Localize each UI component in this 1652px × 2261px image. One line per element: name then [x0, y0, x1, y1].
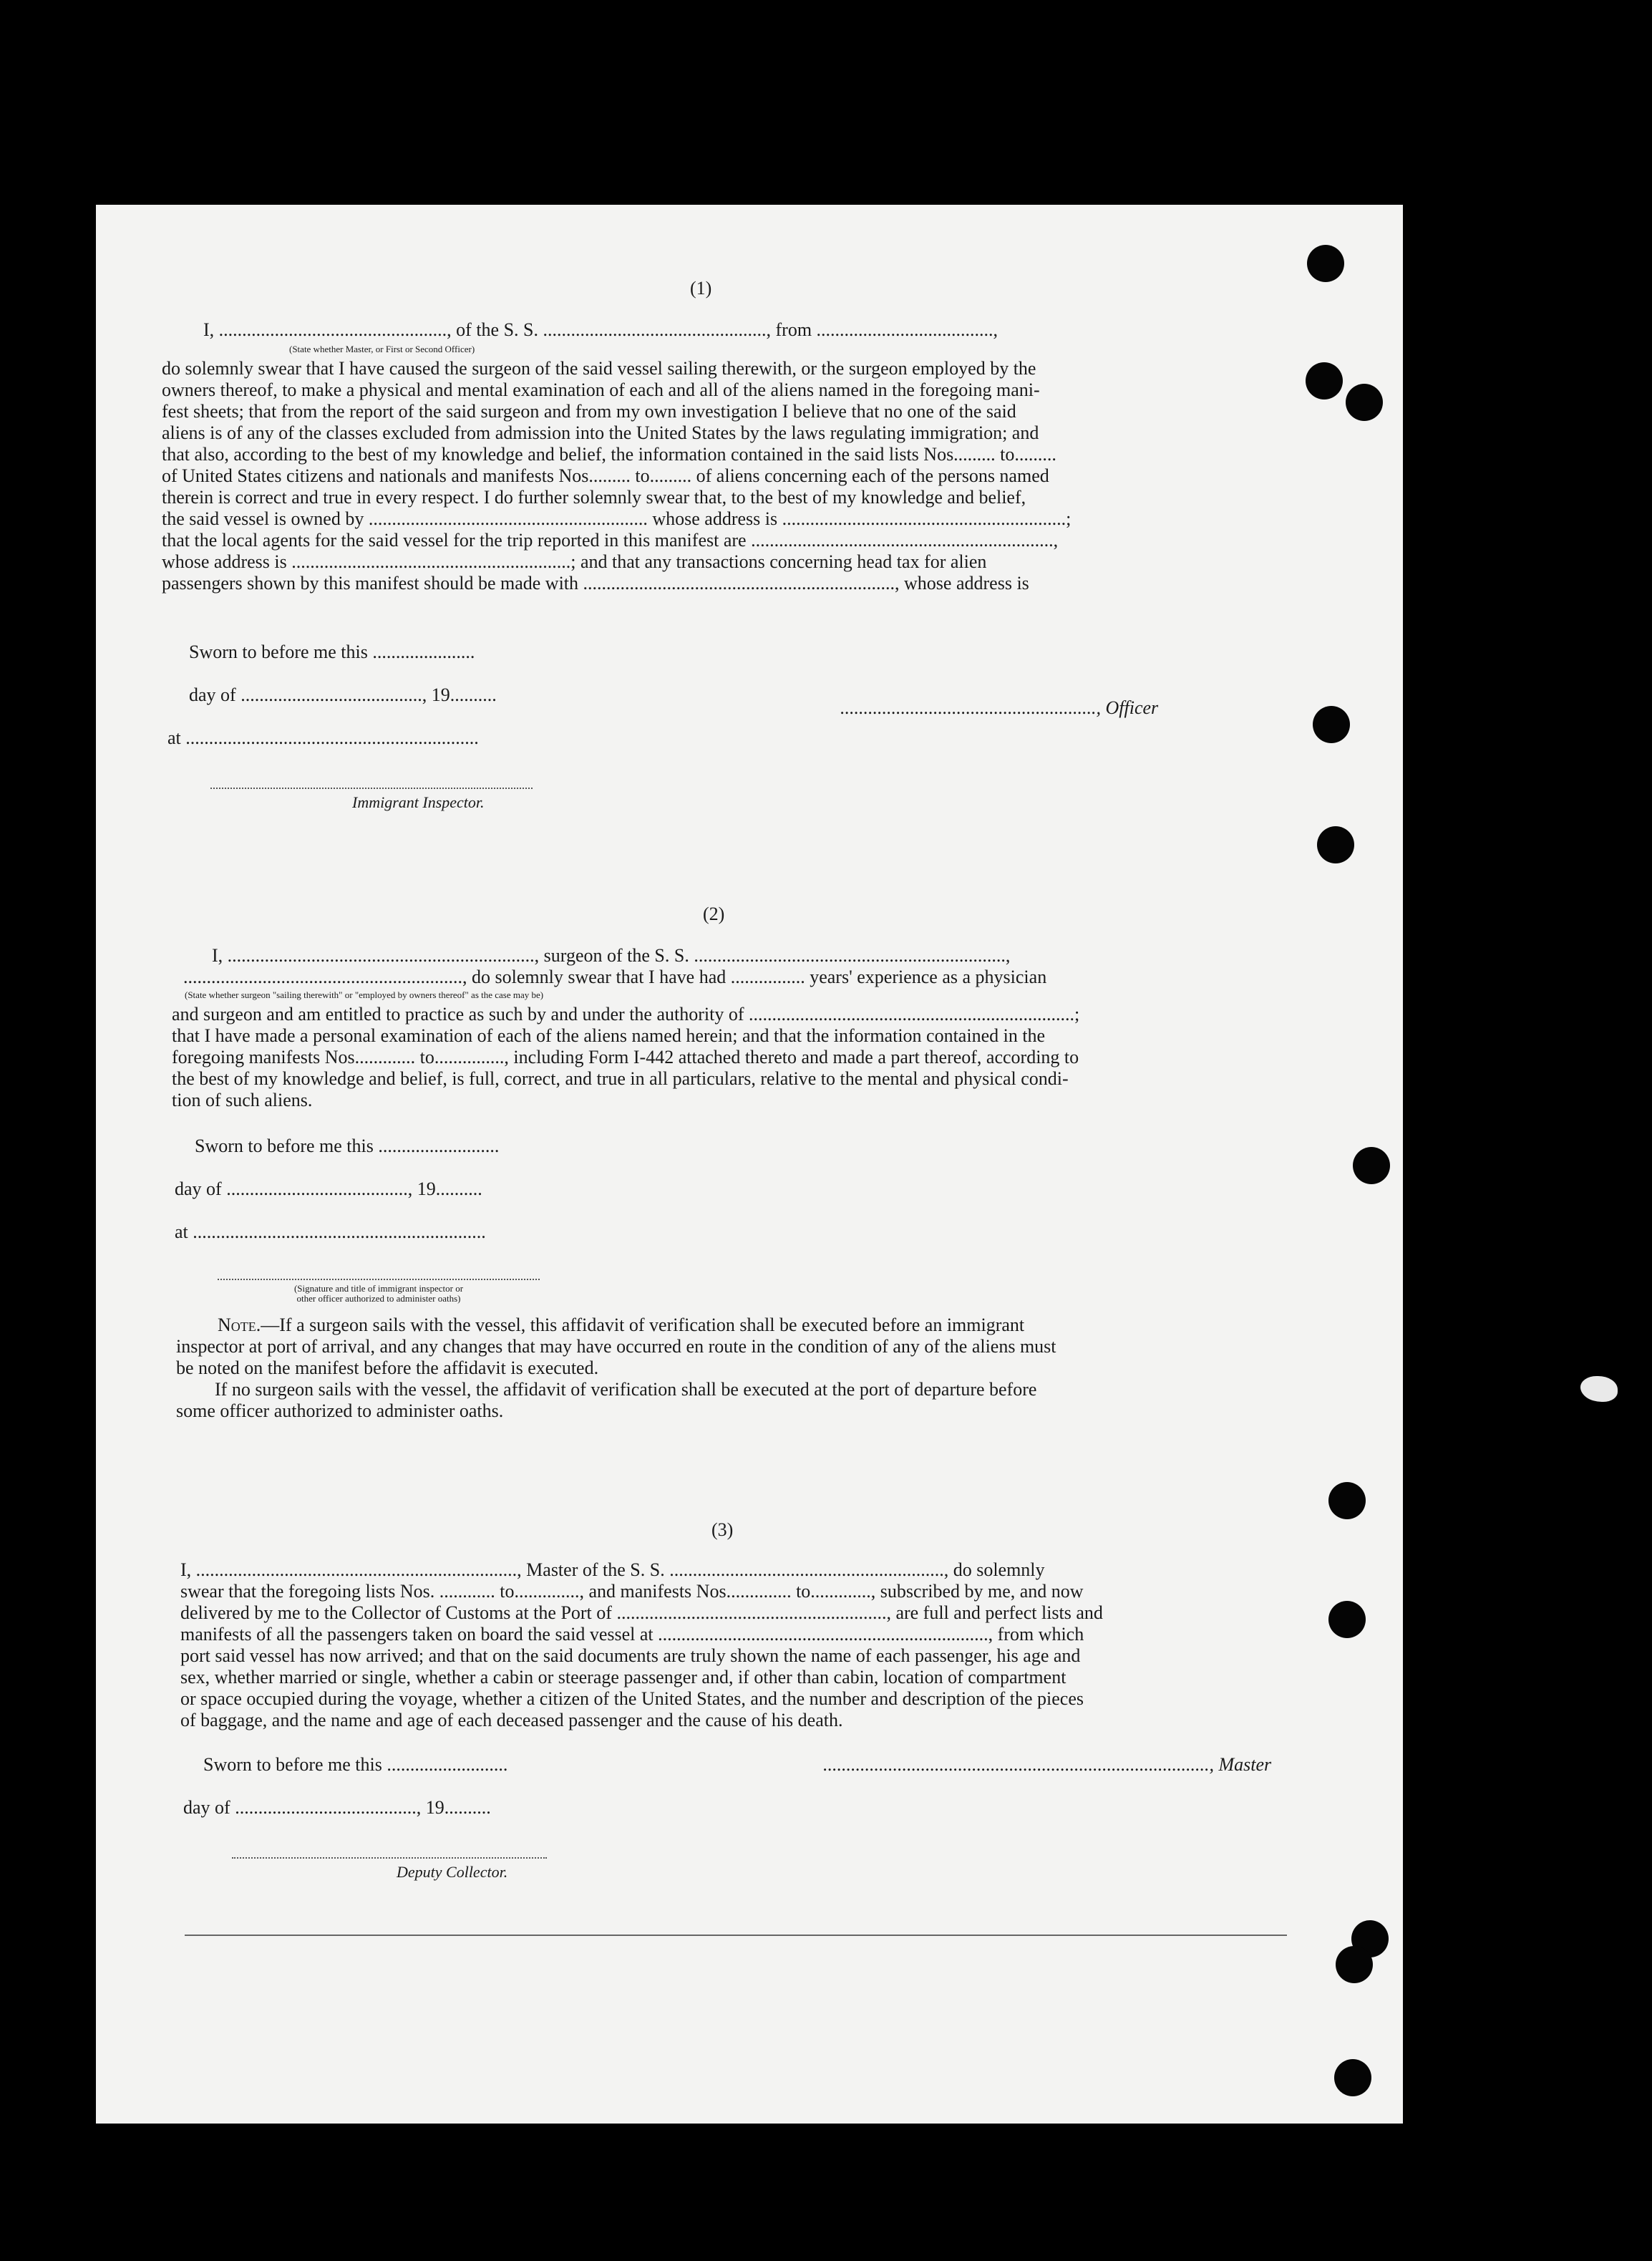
section-3-para-4: manifests of all the passengers taken on board the said vessel at ......................................................................., from which — [180, 1624, 1084, 1645]
section-2-sig-caption-2: other officer authorized to administer oaths) — [296, 1293, 461, 1304]
punch-hole-5 — [1317, 826, 1354, 863]
section-2-oath-line: I, .................................................................., surgeon of the S. S. ..................................................................., — [212, 945, 1011, 966]
section-2-note-1 — [218, 1315, 1024, 1336]
section-2-para-5: tion of such aliens. — [172, 1090, 313, 1110]
section-2-para-2: that I have made a personal examination of each of the aliens named herein; and that the information contained in the — [172, 1025, 1046, 1046]
section-1-para-8: the said vessel is owned by ............................................................ whose address is .............................................................; — [162, 508, 1072, 529]
section-1-inspector-label: Immigrant Inspector. — [352, 793, 485, 811]
section-2-signature-line — [218, 1279, 540, 1280]
section-1-para-6: of United States citizens and nationals and manifests Nos......... to......... of aliens concerning each of the persons named — [162, 465, 1049, 486]
section-2-experience-line: ............................................................, do solemnly swear that I have had ................ years' experience as a physician — [183, 967, 1047, 987]
section-3-deputy-label: Deputy Collector. — [397, 1863, 508, 1881]
section-3-sworn: Sworn to before me this .......................... — [203, 1754, 508, 1775]
section-3-master: ..................................................................................., Master — [823, 1754, 1272, 1775]
section-1-para-9: that the local agents for the said vessel for the trip reported in this manifest are ................................................................., — [162, 530, 1059, 551]
section-2-number: (2) — [703, 904, 725, 924]
punch-hole-4 — [1313, 706, 1350, 743]
section-1-para-11: passengers shown by this manifest should be made with ..................................................................., whose address is — [162, 573, 1029, 594]
section-1-para-1: do solemnly swear that I have caused the surgeon of the said vessel sailing therewith, or the surgeon employed by the — [162, 358, 1036, 379]
section-1-para-3: fest sheets; that from the report of the said surgeon and from my own investigation I believe that no one of the said — [162, 401, 1016, 422]
section-2-note-3: be noted on the manifest before the affidavit is executed. — [176, 1357, 599, 1378]
punch-hole-6 — [1353, 1147, 1390, 1184]
section-1-para-7: therein is correct and true in every respect. I do further solemnly swear that, to the best of my knowledge and belief, — [162, 487, 1026, 508]
punch-hole-3 — [1346, 384, 1383, 421]
note-text-1: —If a surgeon sails with the vessel, this affidavit of verification shall be executed before an immigrant — [261, 1315, 1025, 1335]
section-3-para-6: sex, whether married or single, whether a cabin or steerage passenger and, if other than cabin, location of compartment — [180, 1667, 1066, 1688]
section-3-para-1: I, ....................................................................., Master of the S. S. ..........................................................., do solemnly — [180, 1559, 1045, 1580]
section-3-number: (3) — [711, 1519, 734, 1540]
section-2-day: day of ......................................., 19.......... — [175, 1178, 482, 1199]
note-label: Note. — [218, 1315, 261, 1335]
section-1-para-5: that also, according to the best of my knowledge and belief, the information contained in the said lists Nos......... to......... — [162, 444, 1056, 465]
bottom-rule — [185, 1935, 1287, 1936]
section-3-para-8: of baggage, and the name and age of each deceased passenger and the cause of his death. — [180, 1710, 843, 1730]
section-2-para-4: the best of my knowledge and belief, is full, correct, and true in all particulars, relative to the mental and physical condi- — [172, 1068, 1069, 1089]
section-2-caption: (State whether surgeon "sailing therewith" or "employed by owners thereof" as the case may be) — [185, 989, 544, 1000]
section-1-number: (1) — [690, 278, 712, 299]
section-2-note-4: If no surgeon sails with the vessel, the affidavit of verification shall be executed at the port of departure before — [215, 1379, 1037, 1400]
manifest-back-page — [96, 205, 1403, 2124]
section-1-oath-line: I, ................................................., of the S. S. ................................................, from ......................................, — [203, 319, 999, 340]
section-2-para-3: foregoing manifests Nos............. to..............., including Form I-442 attached thereto and made a part thereof, according to — [172, 1047, 1079, 1067]
punch-hole-2 — [1306, 362, 1343, 400]
section-1-sworn: Sworn to before me this ...................... — [189, 641, 475, 662]
section-1-para-2: owners thereof, to make a physical and mental examination of each and all of the aliens named in the foregoing mani- — [162, 379, 1040, 400]
section-3-para-3: delivered by me to the Collector of Customs at the Port of .........................................................., are full and perfect lists and — [180, 1602, 1103, 1623]
section-3-day: day of ......................................., 19.......... — [183, 1797, 491, 1818]
section-2-para-1: and surgeon and am entitled to practice as such by and under the authority of ......................................................................; — [172, 1004, 1080, 1025]
section-1-para-4: aliens is of any of the classes excluded from admission into the United States by the laws regulating immigration; and — [162, 422, 1039, 443]
punch-hole-1 — [1307, 245, 1344, 282]
section-1-caption: (State whether Master, or First or Second Officer) — [289, 344, 475, 354]
paper-chip — [1580, 1376, 1618, 1402]
section-2-at: at ............................................................... — [175, 1221, 486, 1242]
section-3-deputy-line — [232, 1857, 547, 1859]
section-1-officer: ......................................................., Officer — [840, 697, 1159, 718]
section-1-para-10: whose address is ............................................................; and that any transactions concerning head tax for alien — [162, 551, 987, 572]
punch-hole-7 — [1328, 1482, 1366, 1519]
section-2-note-5: some officer authorized to administer oaths. — [176, 1400, 504, 1421]
section-2-note-2: inspector at port of arrival, and any changes that may have occurred en route in the condition of any of the aliens must — [176, 1336, 1056, 1357]
punch-hole-8 — [1328, 1601, 1366, 1638]
section-3-para-2: swear that the foregoing lists Nos. ............ to.............., and manifests Nos.............. to............., subscribed by me, and now — [180, 1581, 1084, 1602]
section-3-para-7: or space occupied during the voyage, whether a citizen of the United States, and the number and description of the pieces — [180, 1688, 1084, 1709]
section-1-day: day of ......................................., 19.......... — [189, 684, 497, 705]
section-2-sig-caption-1: (Signature and title of immigrant inspector or — [293, 1283, 464, 1294]
section-2-sworn: Sworn to before me this .......................... — [195, 1136, 500, 1156]
punch-hole-10 — [1336, 1946, 1373, 1983]
punch-hole-11 — [1334, 2059, 1371, 2096]
section-3-para-5: port said vessel has now arrived; and that on the said documents are truly shown the name of each passenger, his age and — [180, 1645, 1081, 1666]
section-1-inspector-line — [210, 788, 533, 789]
section-1-at: at ............................................................... — [167, 727, 479, 748]
